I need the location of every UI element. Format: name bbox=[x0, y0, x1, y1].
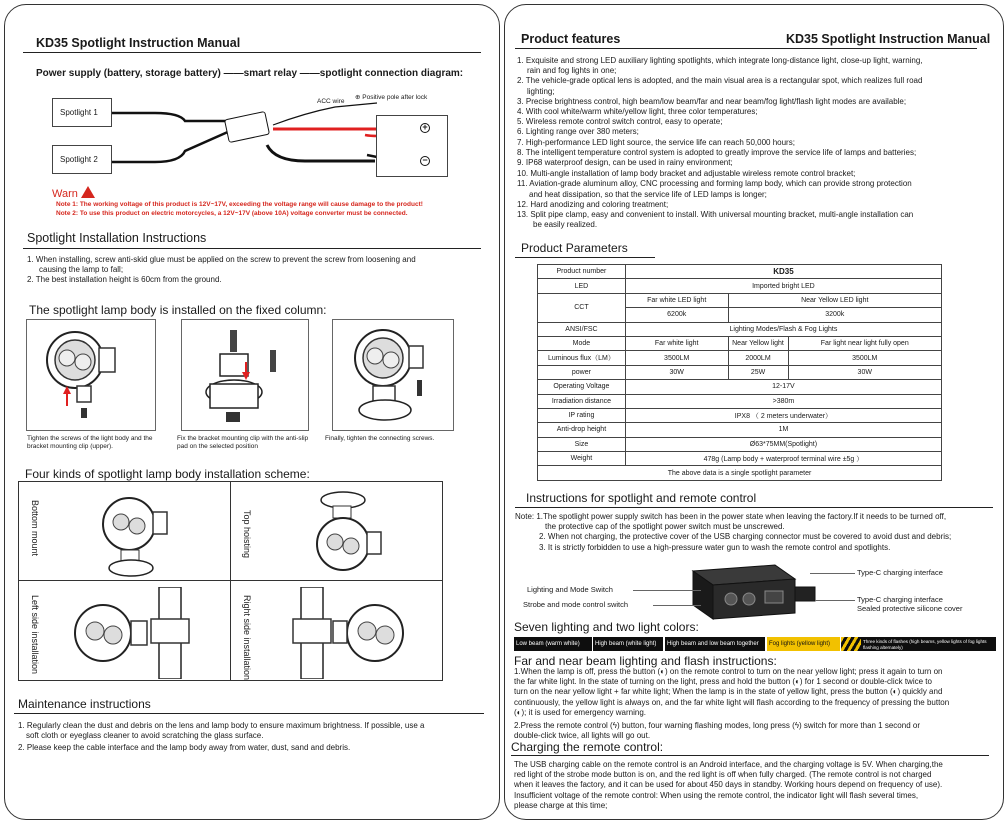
acc-wire-label: ACC wire bbox=[317, 98, 345, 105]
table-cell: >380m bbox=[625, 394, 941, 408]
table-cell: Irradiation distance bbox=[538, 394, 626, 408]
charging-line: Insufficient voltage of the remote control: When using the remote control, the indicator light will flash several times, bbox=[514, 790, 919, 800]
scheme-left-side-label: Left side installation bbox=[30, 595, 40, 675]
table-cell: 3500LM bbox=[625, 351, 728, 365]
left-page bbox=[4, 4, 500, 820]
install-divider bbox=[23, 248, 481, 249]
spotlight-1-box bbox=[52, 98, 112, 127]
maintenance-title: Maintenance instructions bbox=[18, 697, 151, 711]
feature-item: 2. The vehicle-grade optical lens is adopted, and the main visual area is a rectangular spot, which realizes full road bbox=[517, 76, 923, 86]
install-title: Spotlight Installation Instructions bbox=[27, 231, 207, 245]
install-step-2-image bbox=[181, 319, 309, 431]
warning-icon bbox=[81, 186, 95, 198]
scheme-right-side bbox=[230, 580, 443, 681]
table-cell: 30W bbox=[788, 365, 942, 379]
feature-item: 7. High-performance LED light source, the service life can reach 50,000 hours; bbox=[517, 137, 795, 147]
feature-item: 8. The intelligent temperature control system is adopted to greatly improve the service life of lamps and batteries; bbox=[517, 147, 917, 157]
install-item: 1. When installing, screw anti-skid glue must be applied on the screw to prevent the screw from loosening and bbox=[27, 255, 416, 264]
table-row bbox=[538, 394, 942, 408]
charging-line: when it leaves the factory, and it can be used for about 450 days in standby. Working hours depend on frequency of use). bbox=[514, 780, 943, 790]
positive-pole-text: Positive pole after lock bbox=[362, 94, 428, 101]
install-list bbox=[27, 255, 487, 286]
warn-note-1: Note 1: The working voltage of this product is 12V~17V, exceeding the voltage range will cause damage to the product! bbox=[56, 201, 423, 208]
spotlight-1-label: Spotlight 1 bbox=[60, 108, 98, 117]
charging-line: please charge at this time; bbox=[514, 800, 608, 810]
table-cell: 25W bbox=[728, 365, 788, 379]
remote-note: Note: 1.The spotlight power supply switch has been in the power state when leaving the factory.If it needs to be turned off, bbox=[515, 512, 947, 521]
charging-line: red light of the strobe mode button is on, and the red light is off when fully charged. (The remote control is not charged bbox=[514, 770, 932, 780]
feature-item: 9. IP68 waterproof design, can be used in rainy environment; bbox=[517, 158, 733, 168]
feature-item: 5. Wireless remote control switch control, easy to operate; bbox=[517, 117, 723, 127]
strobe-pointer bbox=[653, 605, 701, 606]
warn-note-2: Note 2: To use this product on electric motorcycles, a 12V~17V (above 10A) voltage converter must be connected. bbox=[56, 210, 408, 217]
table-cell: LED bbox=[538, 279, 626, 293]
install-step-1-caption: Tighten the screws of the light body and the bracket mounting clip (upper). bbox=[27, 435, 153, 450]
diagram-title: Power supply (battery, storage battery) ——smart relay ——spotlight connection diagram: bbox=[36, 68, 464, 79]
feature-item: 10. Multi-angle installation of lamp body bracket and adjustable wireless remote control bracket; bbox=[517, 169, 856, 179]
feature-item: 6. Lighting range over 380 meters; bbox=[517, 127, 639, 137]
table-cell: The above data is a single spotlight parameter bbox=[538, 466, 942, 480]
table-row bbox=[538, 437, 942, 451]
table-row bbox=[538, 293, 942, 307]
table-cell: KD35 bbox=[625, 265, 941, 279]
right-page bbox=[504, 4, 1004, 820]
feature-item: 1. Exquisite and strong LED auxiliary lighting spotlights, which integrate long-distance light, close-up light, warning, bbox=[517, 56, 923, 65]
table-row bbox=[538, 466, 942, 480]
lighting-mode-pointer bbox=[633, 590, 701, 591]
install-step-3-caption: Finally, tighten the connecting screws. bbox=[325, 435, 435, 442]
table-cell: Far white light bbox=[625, 336, 728, 350]
flash-line: 1.When the lamp is off, press the button (◐) on the remote control to turn on the near yellow light; press it again to turn on bbox=[514, 667, 943, 676]
right-header-divider bbox=[515, 48, 977, 49]
install-step-3-image bbox=[332, 319, 454, 431]
table-cell: ANSI/FSC bbox=[538, 322, 626, 336]
table-cell: power bbox=[538, 365, 626, 379]
charging-divider bbox=[511, 755, 989, 756]
table-cell: 3500LM bbox=[788, 351, 942, 365]
table-cell: IP rating bbox=[538, 408, 626, 422]
top-hoisting-drawing bbox=[291, 486, 411, 578]
table-row bbox=[538, 322, 942, 336]
flash-title: Far and near beam lighting and flash instructions: bbox=[514, 654, 777, 668]
charging-instructions bbox=[514, 760, 999, 811]
feature-item: 13. Split pipe clamp, easy and convenient to install. With universal mounting bracket, multi-angle installation can bbox=[517, 210, 914, 220]
table-cell: 3200k bbox=[728, 308, 941, 322]
table-cell: 2000LM bbox=[728, 351, 788, 365]
mode-chip-high-low: High beam and low beam together bbox=[665, 637, 765, 651]
flash-line: double-click twice, all lights will go out. bbox=[514, 731, 651, 741]
table-cell: Lighting Modes/Flash & Fog Lights bbox=[625, 322, 941, 336]
table-row bbox=[538, 408, 942, 422]
mode-chip-flash: Three kinds of flashes (high beams, yellow lights of fog lights flashing alternately) bbox=[841, 637, 996, 651]
silicone-cover-label: Sealed protective silicone cover bbox=[857, 604, 963, 613]
table-cell: Luminous flux（LM） bbox=[538, 351, 626, 365]
params-table bbox=[537, 264, 942, 481]
typec-interface-label-2: Type-C charging interface bbox=[857, 595, 943, 604]
charging-line: The USB charging cable on the remote control is an Android interface, and the charging voltage is 5V. When charging,the bbox=[514, 760, 943, 769]
remote-note: the protective cap of the spotlight power switch must be unscrewed. bbox=[545, 522, 785, 532]
table-cell: IPX8 （ 2 meters underwater） bbox=[625, 408, 941, 422]
install-step-2-caption: Fix the bracket mounting clip with the anti-slip pad on the selected position bbox=[177, 435, 309, 450]
table-cell: Ø63*75MM(Spotlight) bbox=[625, 437, 941, 451]
params-title: Product Parameters bbox=[521, 241, 628, 255]
feature-item: 12. Hard anodizing and coloring treatment; bbox=[517, 199, 669, 209]
table-row bbox=[538, 365, 942, 379]
table-cell: 6200k bbox=[625, 308, 728, 322]
scheme-top-hoisting-label: Top hoisting bbox=[242, 510, 252, 559]
battery-box bbox=[376, 115, 448, 177]
scheme-top-hoisting bbox=[230, 481, 443, 581]
feature-item: lighting; bbox=[527, 86, 555, 96]
left-side-drawing bbox=[59, 587, 219, 679]
table-row bbox=[538, 279, 942, 293]
install-item: causing the lamp to fall; bbox=[39, 265, 124, 275]
table-row bbox=[538, 380, 942, 394]
maintenance-item: soft cloth or eyeglass cleaner to avoid scratching the glass surface. bbox=[26, 731, 264, 741]
spotlight-2-label: Spotlight 2 bbox=[60, 155, 98, 164]
features-title: Product features bbox=[521, 32, 621, 46]
table-cell: CCT bbox=[538, 293, 626, 322]
feature-item: 3. Precise brightness control, high beam/low beam/far and near beam/fog light/flash light modes are available; bbox=[517, 96, 907, 106]
remote-note: 3. It is strictly forbidden to use a high-pressure water gun to wash the remote control and spotlights. bbox=[539, 542, 891, 552]
charging-title: Charging the remote control: bbox=[511, 740, 664, 754]
table-cell: 12-17V bbox=[625, 380, 941, 394]
feature-item: rain and fog lights in one; bbox=[527, 66, 617, 76]
features-list bbox=[517, 56, 992, 230]
params-divider bbox=[515, 257, 655, 258]
schemes-title: Four kinds of spotlight lamp body installation scheme: bbox=[25, 467, 310, 481]
maintenance-item: 2. Please keep the cable interface and the lamp body away from water, dust, sand and debris. bbox=[18, 743, 351, 753]
right-side-drawing bbox=[271, 587, 431, 679]
flash-line: continuously, the yellow light is always on, and the far white light will flash according to the frequency of pressing the button bbox=[514, 697, 950, 707]
mode-chip-high-beam: High beam (white light) bbox=[593, 637, 663, 651]
maintenance-item: 1. Regularly clean the dust and debris on the lens and lamp body to ensure maximum brightness. If possible, use a bbox=[18, 721, 425, 730]
flash-line: turn on the near yellow light + far white light; When the lamp is in the state of yellow light, press the button (◐) quickly and bbox=[514, 687, 943, 697]
lamp-assembled-step-3-drawing bbox=[333, 320, 454, 431]
table-cell: Mode bbox=[538, 336, 626, 350]
scheme-bottom-mount bbox=[18, 481, 231, 581]
spotlight-2-box bbox=[52, 145, 112, 174]
remote-title: Instructions for spotlight and remote control bbox=[526, 491, 757, 505]
maintenance-divider bbox=[14, 713, 484, 714]
table-cell: Operating Voltage bbox=[538, 380, 626, 394]
table-cell: Near Yellow LED light bbox=[728, 293, 941, 307]
bracket-clip-step-2-drawing bbox=[182, 320, 309, 431]
table-cell: Size bbox=[538, 437, 626, 451]
remote-divider bbox=[515, 507, 993, 508]
table-cell: Imported bright LED bbox=[625, 279, 941, 293]
table-cell: Weight bbox=[538, 452, 626, 466]
flash-line: the far white light. In the state of turning on the light, press and hold the button (◐) for 1 second or double-click twice to bbox=[514, 677, 932, 687]
install-step-1-image bbox=[26, 319, 156, 431]
table-cell: 478g (Lamp body + waterproof terminal wire ±5g ） bbox=[625, 452, 941, 466]
scheme-left-side bbox=[18, 580, 231, 681]
table-cell: Far light near light fully open bbox=[788, 336, 942, 350]
table-cell: Anti-drop height bbox=[538, 423, 626, 437]
mode-chip-low-beam: Low beam (warm white) bbox=[514, 637, 592, 651]
feature-item: be easily realized. bbox=[533, 220, 598, 230]
table-cell: Near Yellow light bbox=[728, 336, 788, 350]
feature-item: 4. With cool white/warm white/yellow light, three color temperatures; bbox=[517, 107, 758, 117]
feature-item: 11. Aviation-grade aluminum alloy, CNC processing and forming lamp body, which can provide strong protection bbox=[517, 179, 912, 189]
lighting-mode-switch-label: Lighting and Mode Switch bbox=[527, 585, 613, 594]
table-row bbox=[538, 423, 942, 437]
table-cell: Product number bbox=[538, 265, 626, 279]
warn-label: Warn bbox=[52, 188, 78, 200]
typec-1-pointer bbox=[810, 573, 855, 574]
mode-chip-fog: Fog lights (yellow light) bbox=[767, 637, 840, 651]
flash-instructions bbox=[514, 667, 999, 741]
table-row bbox=[538, 351, 942, 365]
positive-pole-icon: ⊕ bbox=[355, 94, 363, 101]
table-cell: Far white LED light bbox=[625, 293, 728, 307]
lamp-body-step-1-drawing bbox=[27, 320, 156, 431]
remote-notes bbox=[515, 512, 1000, 553]
table-row bbox=[538, 265, 942, 279]
flash-line: (◐); it is used for emergency warning. bbox=[514, 707, 646, 717]
table-cell: 1M bbox=[625, 423, 941, 437]
battery-plus-terminal: + bbox=[420, 123, 430, 133]
fixed-column-title: The spotlight lamp body is installed on the fixed column: bbox=[29, 303, 327, 317]
battery-minus-terminal: − bbox=[420, 156, 430, 166]
left-header-title: KD35 Spotlight Instruction Manual bbox=[36, 36, 241, 50]
colors-title: Seven lighting and two light colors: bbox=[514, 620, 699, 634]
table-cell: 30W bbox=[625, 365, 728, 379]
remote-note: 2. When not charging, the protective cover of the USB charging connector must be covered to avoid dust and debris; bbox=[539, 532, 952, 542]
typec-interface-label-1: Type-C charging interface bbox=[857, 568, 943, 577]
scheme-bottom-mount-label: Bottom mount bbox=[30, 500, 40, 557]
install-item: 2. The best installation height is 60cm from the ground. bbox=[27, 275, 222, 285]
maintenance-list bbox=[18, 721, 488, 754]
flash-line: 2.Press the remote control (ϟ) button, four warning flashing modes, long press (ϟ) switch for more than 1 second or bbox=[514, 721, 920, 731]
positive-pole-label bbox=[355, 93, 427, 101]
warn-heading bbox=[52, 186, 95, 200]
header-divider bbox=[23, 52, 481, 53]
strobe-switch-label: Strobe and mode control switch bbox=[523, 600, 629, 609]
right-header-title: KD35 Spotlight Instruction Manual bbox=[786, 32, 991, 46]
bottom-mount-drawing bbox=[79, 488, 199, 578]
feature-item: and heat dissipation, so that the service life of LED lamps is longer; bbox=[529, 189, 767, 199]
typec-2-pointer bbox=[815, 600, 855, 601]
table-row bbox=[538, 452, 942, 466]
table-row bbox=[538, 336, 942, 350]
scheme-right-side-label: Right side installation bbox=[242, 595, 252, 681]
remote-control-drawing bbox=[685, 563, 865, 621]
